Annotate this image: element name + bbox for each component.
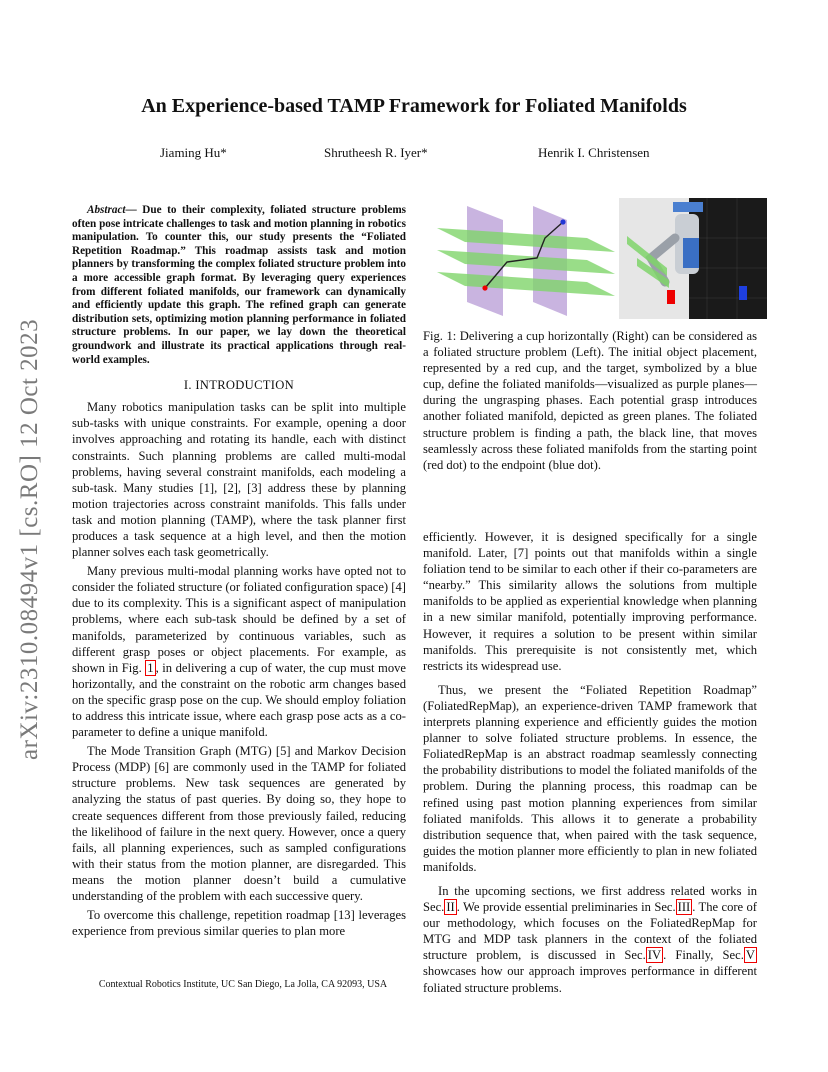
author-2: Shrutheesh R. Iyer* <box>324 145 428 160</box>
section-ref-link[interactable]: III <box>677 900 691 915</box>
text-span: , in delivering a cup of water, the cup must move horizontally, and the constraint on the robotic arm changes based on the specific grasp pose on the cup. We should employ foliation to address this intricate issue, where each grasp pose acts as a co-parameter to define a unique manifold. <box>72 660 406 740</box>
right-column <box>423 529 757 999</box>
abstract <box>72 204 406 367</box>
author-3: Henrik I. Christensen <box>538 145 650 160</box>
text-span: In the upcoming sections, we first address related works in Sec. <box>423 883 757 915</box>
abstract-lead: Abstract <box>87 204 126 216</box>
paragraph: To overcome this challenge, repetition roadmap [13] leverages experience from previous similar queries to plan more <box>72 908 406 939</box>
paragraph: efficiently. However, it is designed specifically for a single manifold. Later, [7] points out that manifolds within a single foliation tend to be similar to each other if their co-parameters are “nearby.” This similarity allows the solutions from multiple manifolds to be applied as experiential knowledge when planning in a new similar manifold, potentially improving performance. However, it requires a solution to be present within similar manifolds. This prerequisite is not consistently met, which restricts its widespread use. <box>423 530 757 673</box>
paragraph: The Mode Transition Graph (MTG) [5] and Markov Decision Process (MDP) [6] are commonly used in the TAMP for foliated structure problems. New task sequences are generated by analyzing the status of past queries. By doing so, they hope to create sequences different from those previously failed, reducing the likelihood of failure in the next query. However, once a query fails, all planning experiences, such as sampled configurations with their status from the motion planner, are disregarded. This means the motion planner doesn’t build a cumulative understanding of the problem with each successive query. <box>72 744 406 904</box>
arxiv-stamp: arXiv:2310.08494v1 [cs.RO] 12 Oct 2023 <box>16 318 43 760</box>
text-span: showcases how our approach improves performance in different foliated structure problems. <box>423 964 757 995</box>
paragraph: Many robotics manipulation tasks can be split into multiple sub-tasks with unique constraints. For example, opening a door involves approaching and rotating its handle, each with distinct constraints. Such planning problems are called multi-modal problems, having several constraint manifolds, each modeling a sub-task. Many studies [1], [2], [3] address these by planning motion trajectories across constraint manifolds. This falls under task and motion planning (TAMP), where the task planner first produces a task sequence at a high level, and then the motion planner solves each task geometrically. <box>72 400 406 560</box>
section-ref-link[interactable]: II <box>446 900 455 915</box>
left-column <box>72 204 406 942</box>
paragraph <box>423 883 757 996</box>
text-span: Many previous multi-modal planning works have opted not to consider the foliated structure (or foliated configuration space) [4] due to its complexity. This is a significant aspect of manipulation problems, where each sub-task should be defined by a set of manifolds, parameterized by continuous variables, such as different grasp poses or object placements. For example, as shown in Fig. <box>72 564 406 675</box>
robot-head <box>673 202 703 212</box>
text-span: . The core of our methodology, which focuses on the FoliatedRepMap for MTG and MDP task planners in the context of the foliated structure problem, is discussed in Sec. <box>423 900 757 963</box>
blue-cup <box>739 286 747 300</box>
figure-1 <box>437 198 767 319</box>
section-ref-link[interactable]: IV <box>647 948 662 963</box>
figure-ref-link[interactable]: 1 <box>147 660 154 675</box>
affiliation-footnote: Contextual Robotics Institute, UC San Diego, La Jolla, CA 92093, USA <box>98 979 388 990</box>
abstract-text: — Due to their complexity, foliated structure problems often pose intricate challenges to task and motion planning in robotics manipulation. To counter this, our study presents the “Foliated Repetition Roadmap.” This roadmap assists task and motion planners by transforming the complex foliated structure problem into a more accessible graph format. By leveraging query experiences from different foliated manifolds, our framework can dynamically and efficiently update this graph. The refined graph can generate distribution sets, optimizing motion planning performance in foliated structure problems. In our paper, we lay down the theoretical groundwork and illustrate its practical applications through real-world examples. <box>72 204 406 366</box>
figure-1-image <box>437 198 767 319</box>
red-cup <box>667 290 675 304</box>
end-dot <box>560 219 565 224</box>
figure-caption-block <box>423 328 757 476</box>
paragraph: Thus, we present the “Foliated Repetition Roadmap” (FoliatedRepMap), an experience-driven TAMP framework that interprets planning experience and efficiently guides the motion planner to solve foliated structure problems. In essence, the FoliatedRepMap is an abstract roadmap seamlessly connecting the probability distributions to model the foliated manifolds of the problem. During the planning process, this roadmap can be refined using past motion planning experiences from similar foliated manifolds. This allows it to generate a probability distribution sequence that, when paired with the task sequence, guides the motion planner more efficiently to plan in new foliated manifolds. <box>423 682 757 874</box>
text-span: . We provide essential preliminaries in Sec. <box>456 900 676 915</box>
start-dot <box>482 285 487 290</box>
section-ref-link[interactable]: V <box>745 948 755 963</box>
paragraph <box>72 563 406 740</box>
text-span: . Finally, Sec. <box>663 948 744 963</box>
author-1: Jiaming Hu* <box>160 145 227 160</box>
figure-caption: Fig. 1: Delivering a cup horizontally (Right) can be considered as a foliated structure problem (Left). The initial object placement, represented by a red cup, and the target, symbolized by a blue cup, define the foliated manifolds—visualized as purple planes—during the ungrasping phases. Each potential grasp introduces another foliated manifold, depicted as green planes. The foliated structure problem is finding a path, the black line, that moves seamlessly across these foliated manifolds from the starting point (red dot) to the endpoint (blue dot). <box>423 329 757 472</box>
paper-title: An Experience-based TAMP Framework for Foliated Manifolds <box>141 95 687 117</box>
section-heading-introduction: I. INTRODUCTION <box>183 378 295 393</box>
